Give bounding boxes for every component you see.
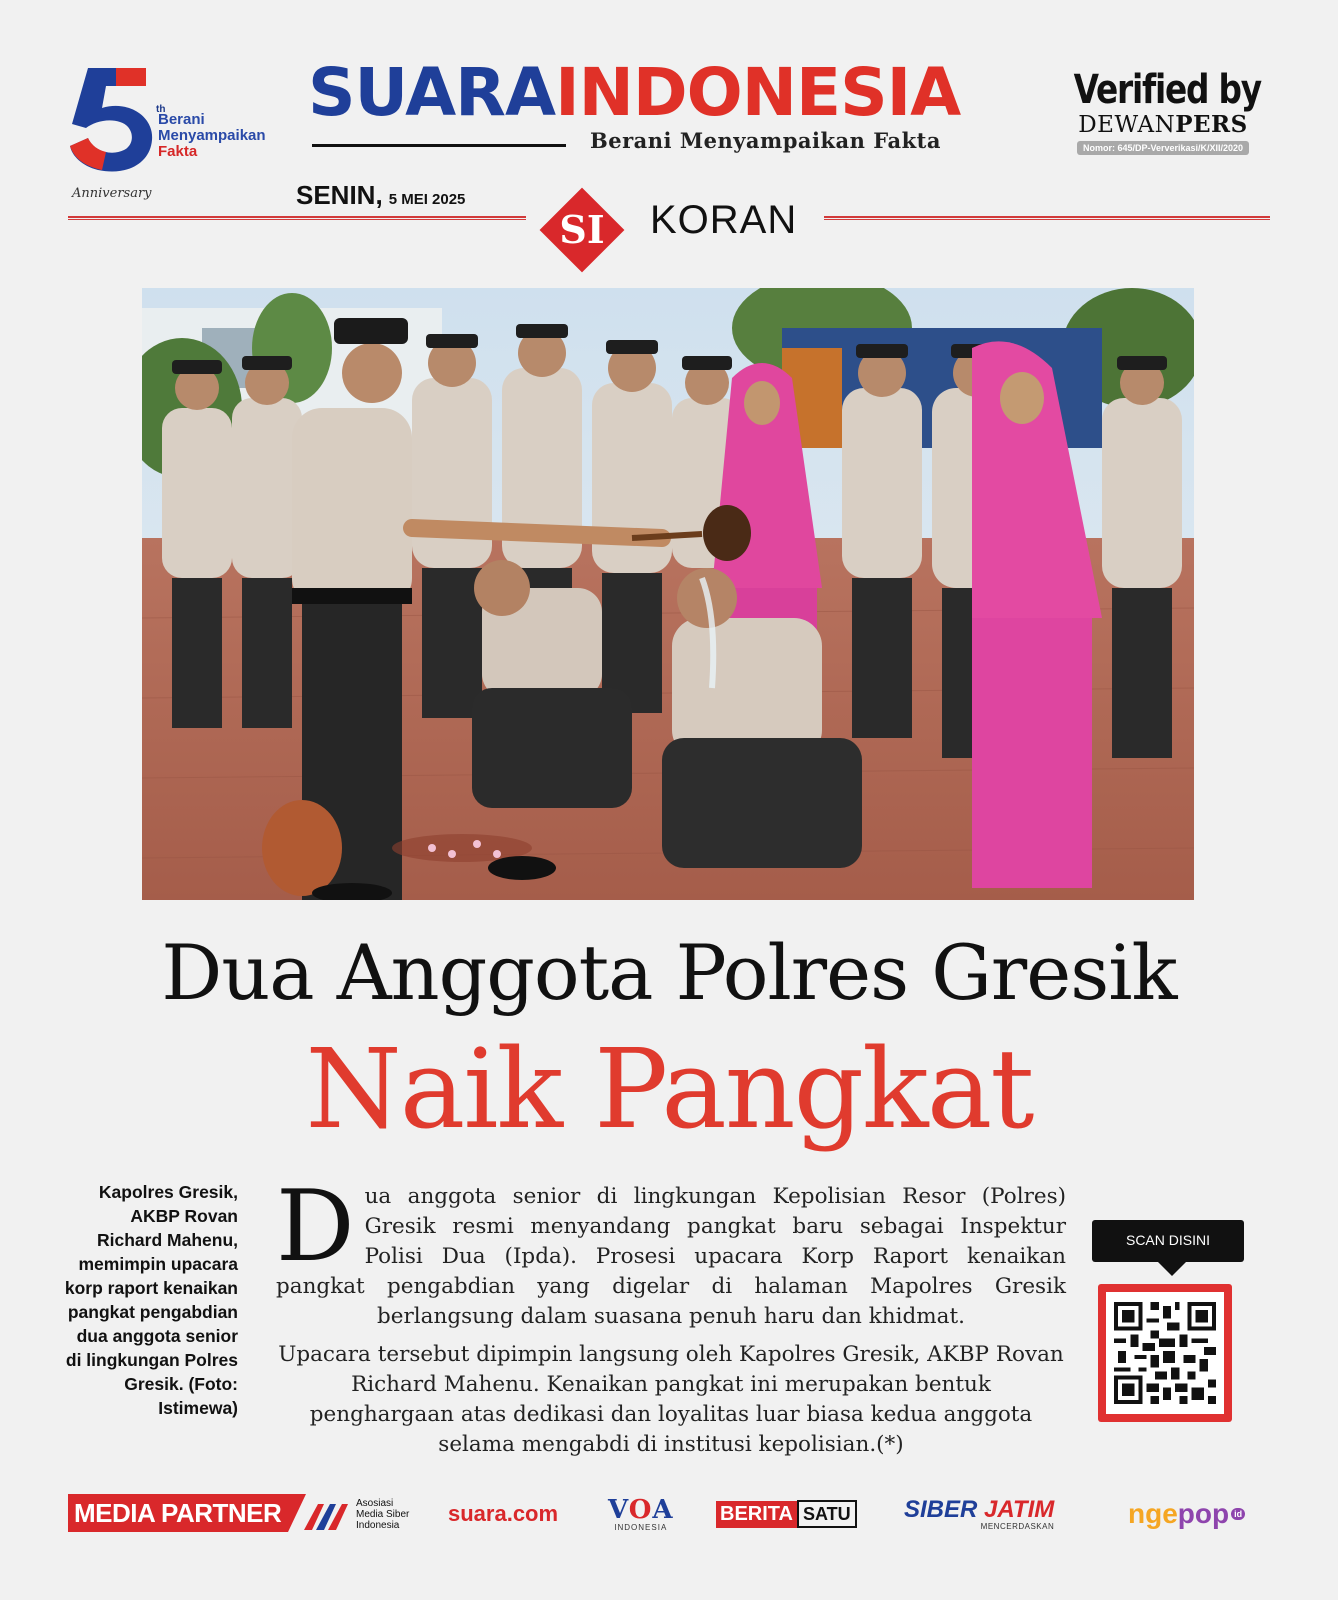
masthead-slogan: Berani Menyampaikan Fakta [590,128,941,153]
ceremony-photo-illustration [142,288,1194,900]
qr-scan-label: SCAN DISINI [1092,1220,1244,1262]
media-partner-label: MEDIA PARTNER [68,1494,288,1532]
verified-label: Verified by [1073,67,1261,113]
photo-caption: Kapolres Gresik, AKBP Rovan Richard Mahenu, memimpin upacara korp raport kenaikan pangkat pengabdian dua anggota senior di lingkungan Polres Gresik. (Foto: Istimewa) [64,1182,238,1418]
partner-amsi[interactable]: Asosiasi Media Siber Indonesia [304,1492,409,1536]
verified-badge [1054,68,1272,164]
article-paragraph-2: Upacara tersebut dipimpin langsung oleh Kapolres Gresik, AKBP Rovan Richard Mahenu. Kenaikan pangkat ini merupakan bentuk penghargaan atas dedikasi dan loyalitas luar biasa kedua anggota selama mengabdi di institusi kepolisian.(*) [278,1342,1064,1457]
article-body [276,1170,1066,1460]
partner-beritasatu[interactable]: BERITA SATU [716,1492,857,1536]
media-partner-bar [68,1492,1274,1536]
qr-pointer-icon [1158,1262,1186,1276]
partner-suara[interactable]: suara.com [448,1501,559,1526]
partner-siber-jatim[interactable]: SIBER JATIM MENCERDASKAN [904,1495,1055,1531]
headline-line-1: Dua Anggota Polres Gresik [161,928,1177,1017]
masthead-title: SUARAINDONESIA [308,54,961,131]
partner-voa[interactable]: VOA INDONESIA [608,1494,674,1532]
headline-line-2: Naik Pangkat [305,1025,1033,1153]
partner-ngepop[interactable]: nge pop id [1128,1492,1245,1536]
header-rule-right [824,216,1270,218]
header-rule-left [68,216,526,218]
five-anniversary-icon [68,64,158,174]
section-name: KORAN [650,198,798,242]
amsi-logo-icon [304,1498,352,1530]
anniversary-script: Anniversary [72,186,152,201]
qr-code[interactable] [1098,1284,1232,1422]
dateline-day: SENIN, [296,180,383,210]
dewan-pers-label: DEWANPERS [1078,111,1248,138]
anniversary-tagline: Berani Menyampaikan Fakta [158,111,266,160]
anniversary-logo [68,64,288,214]
si-logo: SI [538,186,626,274]
qr-code-icon [1114,1300,1216,1406]
masthead-rule [312,144,566,147]
anniversary-suffix: th [156,104,166,115]
article-paragraph-1: Dua anggota senior di lingkungan Kepolisian Resor (Polres) Gresik resmi menyandang pangkat baru sebagai Inspektur Polisi Dua (Ipda). Prosesi upacara Korp Raport kenaikan pangkat pengabdian yang digelar di halaman Mapolres Gresik berlangsung dalam suasana penuh haru dan khidmat. [276,1170,1066,1329]
masthead [308,54,1028,158]
verification-number: Nomor: 645/DP-Ververikasi/K/XII/2020 [1077,141,1249,155]
drop-cap: D [276,1170,355,1284]
dateline [296,180,465,211]
dateline-date: 5 MEI 2025 [388,191,466,208]
main-photo [142,288,1194,900]
